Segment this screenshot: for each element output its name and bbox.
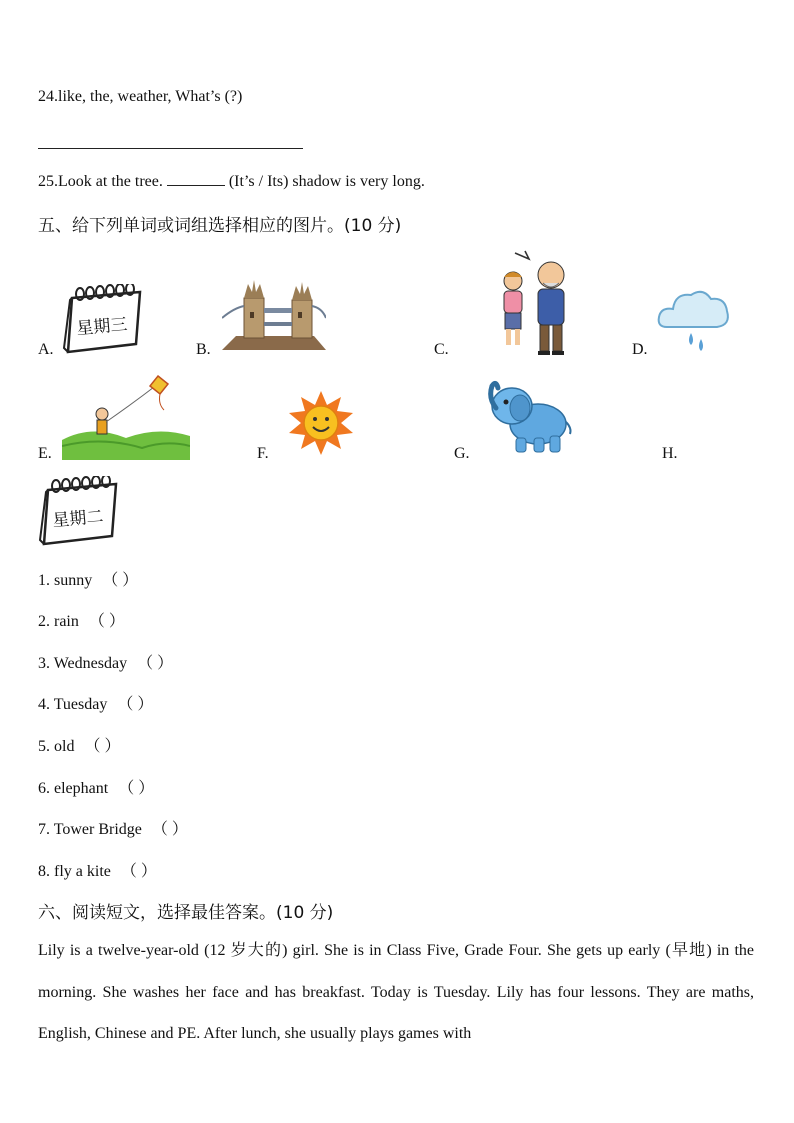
match-item-8 — [38, 858, 157, 881]
calendar-wednesday-picture — [62, 284, 144, 356]
sun-picture — [287, 389, 355, 457]
option-g-label: G. — [454, 445, 470, 462]
match-item-5 — [38, 733, 120, 756]
option-c-label: C. — [434, 341, 449, 358]
section-5-heading: 五、给下列单词或词组选择相应的图片。(10 分) — [38, 216, 402, 236]
option-b-label: B. — [196, 341, 211, 358]
boy-and-old-man-picture — [495, 247, 581, 357]
match-item-1 — [38, 567, 138, 590]
option-e-label: E. — [38, 445, 52, 462]
match-item-label: 7. Tower Bridge — [38, 821, 142, 838]
option-a-label: A. — [38, 341, 54, 358]
question-25-start: 25.Look at the tree. — [38, 173, 167, 190]
match-item-label: 3. Wednesday — [38, 655, 128, 672]
match-item-3 — [38, 650, 173, 673]
match-item-label: 6. elephant — [38, 780, 109, 797]
answer-parentheses[interactable]: （ ） — [118, 780, 155, 797]
calendar-tuesday-picture — [38, 476, 120, 548]
match-item-2 — [38, 608, 125, 631]
calendar-tuesday-text: 星期二 — [51, 506, 105, 532]
option-d-label: D. — [632, 341, 648, 358]
question-25 — [38, 171, 425, 191]
answer-parentheses[interactable]: （ ） — [102, 572, 139, 589]
tower-bridge-picture — [222, 278, 326, 352]
question-25-end: (It’s / Its) shadow is very long. — [224, 173, 425, 190]
answer-parentheses[interactable]: （ ） — [84, 738, 121, 755]
answer-parentheses[interactable]: （ ） — [151, 821, 188, 838]
reading-passage: Lily is a twelve-year-old (12 岁大的) girl. She is in Class Five, Grade Four. She gets up early (早地) in the morning. She washes her face and has breakfast. Today is Tuesday. Lily has four lessons. They are maths, English, Chinese and PE. After lunch, she usually plays games with — [38, 942, 754, 1042]
answer-parentheses[interactable]: （ ） — [120, 863, 157, 880]
answer-line-24 — [38, 148, 303, 149]
question-24: 24.like, the, weather, What’s (?) — [38, 88, 243, 105]
elephant-picture — [484, 378, 574, 458]
option-h-label: H. — [662, 445, 678, 462]
match-item-6 — [38, 775, 154, 798]
match-item-label: 2. rain — [38, 613, 79, 630]
match-item-4 — [38, 691, 153, 714]
question-25-blank — [167, 171, 225, 186]
match-item-label: 5. old — [38, 738, 75, 755]
flying-kite-picture — [62, 374, 190, 460]
match-item-label: 1. sunny — [38, 572, 93, 589]
option-f-label: F. — [257, 445, 269, 462]
answer-parentheses[interactable]: （ ） — [117, 696, 154, 713]
match-item-label: 4. Tuesday — [38, 696, 108, 713]
answer-parentheses[interactable]: （ ） — [88, 613, 125, 630]
answer-parentheses[interactable]: （ ） — [137, 655, 174, 672]
section-6-heading: 六、阅读短文，选择最佳答案。(10 分) — [38, 903, 334, 923]
match-item-label: 8. fly a kite — [38, 863, 111, 880]
rain-cloud-picture — [655, 283, 731, 355]
match-item-7 — [38, 816, 188, 839]
calendar-wednesday-text: 星期三 — [75, 314, 129, 340]
